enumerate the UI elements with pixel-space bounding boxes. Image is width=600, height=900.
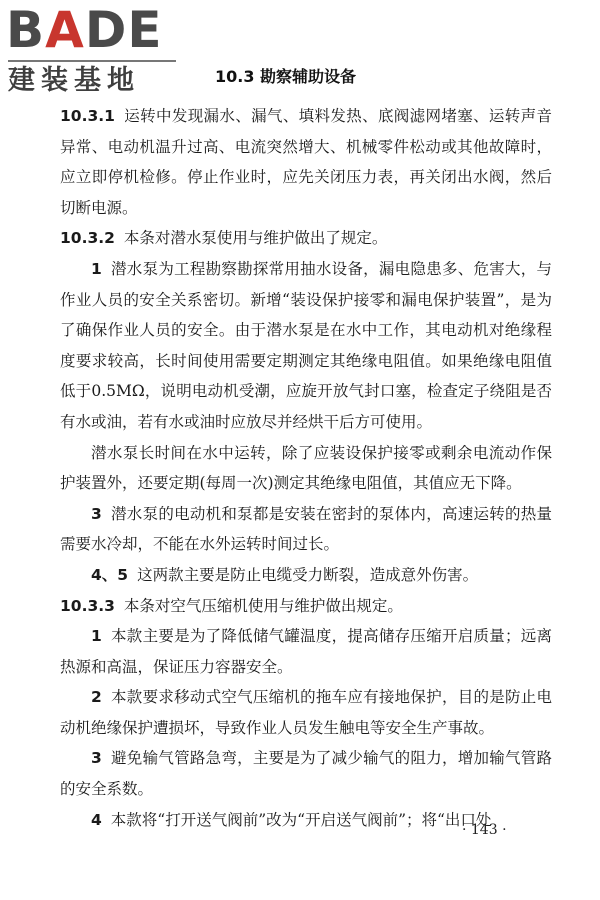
clause-10-3-2-item-3: 3 潜水泵的电动机和泵都是安装在密封的泵体内，高速运转的热量需要水冷却，不能在水外运转时间过长。	[60, 504, 552, 554]
clause-10-3-3: 10.3.3 本条对空气压缩机使用与维护做出规定。	[60, 596, 403, 615]
clause-10-3-1: 10.3.1 运转中发现漏水、漏气、填料发热、底阀滤网堵塞、运转声音异常、电动机温升过高、电流突然增大、机械零件松动或其他故障时，应立即停机检修。停止作业时，应先关闭压力表，再关闭出水阀，然后切断电源。	[60, 107, 552, 217]
body-text	[60, 101, 552, 835]
clause-10-3-3-item-3: 3 避免输气管路急弯，主要是为了减少输气的阻力，增加输气管路的安全系数。	[60, 749, 552, 799]
clause-10-3-3-item-2: 2 本款要求移动式空气压缩机的拖车应有接地保护，目的是防止电动机绝缘保护遭损坏，导致作业人员发生触电等安全生产事故。	[60, 688, 552, 737]
logo-subtitle: 建装基地	[8, 65, 140, 96]
clause-10-3-2-continuation: 潜水泵长时间在水中运转，除了应装设保护接零或剩余电流动作保护装置外，还要定期(每周一次)测定其绝缘电阻值，其值应无下降。	[60, 443, 552, 493]
logo-wordmark: BADE	[6, 1, 163, 59]
page-number: · 143 ·	[462, 822, 507, 838]
publisher-logo	[6, 1, 196, 96]
clause-10-3-3-item-4: 4 本款将“打开送气阀前”改为“开启送气阀前”；将“出口处	[91, 810, 492, 829]
logo-divider	[8, 60, 176, 62]
clause-10-3-2-item-1: 1 潜水泵为工程勘察勘探常用抽水设备，漏电隐患多、危害大，与作业人员的安全关系密切。新增“装设保护接零和漏电保护装置”，是为了确保作业人员的安全。由于潜水泵是在水中工作，其电动机对绝缘程度要求较高，长时间使用需要定期测定其绝缘电阻值。如果绝缘电阻值低于0.5MΩ，说明电动机受潮，应旋开放气封口塞，检查定子绕阻是否有水或油，若有水或油时应放尽并经烘干后方可使用。	[60, 259, 552, 431]
clause-10-3-2: 10.3.2 本条对潜水泵使用与维护做出了规定。	[60, 229, 388, 248]
clause-10-3-2-item-4-5: 4、5 这两款主要是防止电缆受力断裂，造成意外伤害。	[91, 565, 479, 584]
clause-10-3-3-item-1: 1 本款主要是为了降低储气罐温度，提高储存压缩开启质量；远离热源和高温，保证压力容器安全。	[60, 627, 552, 676]
section-title: 10.3 勘察辅助设备	[215, 67, 357, 86]
